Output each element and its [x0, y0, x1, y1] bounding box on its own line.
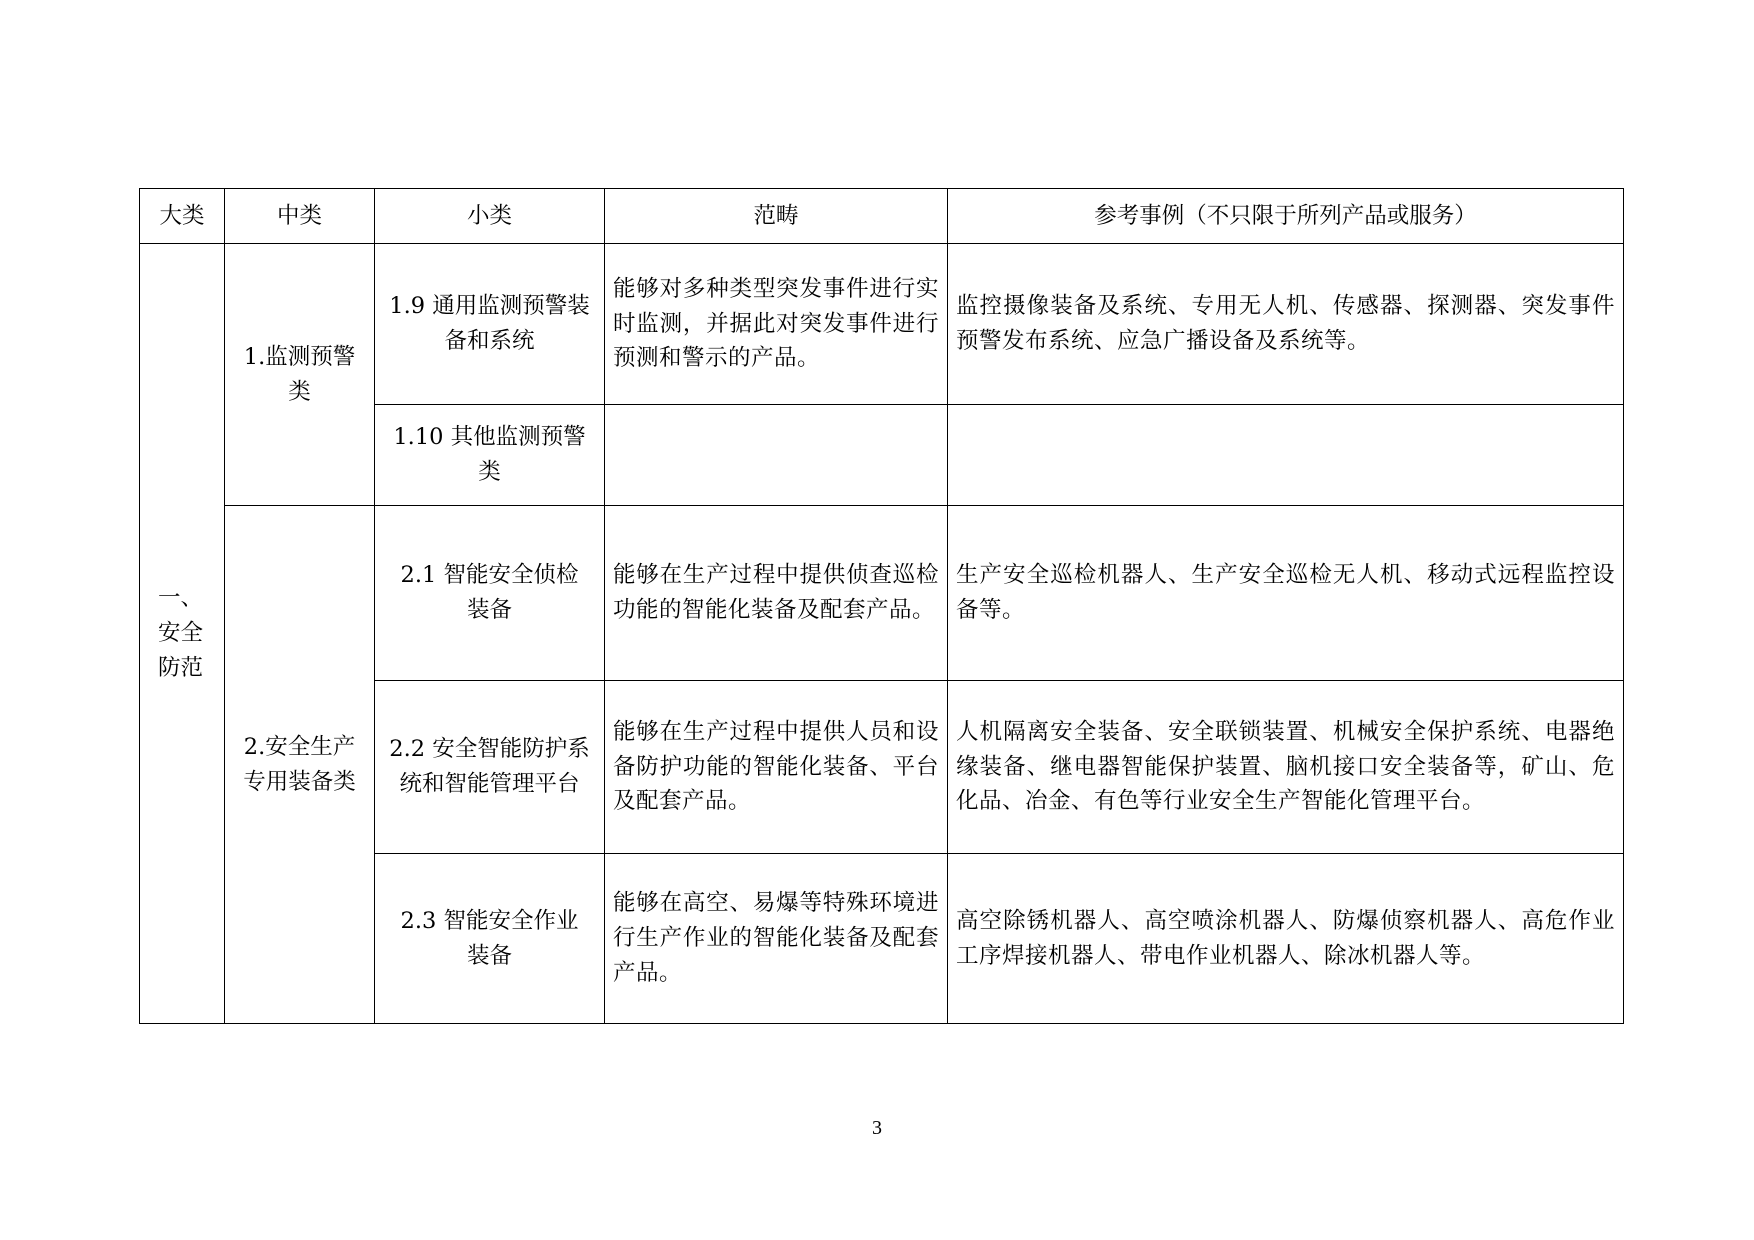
major-category-cell — [140, 244, 225, 1024]
examples-cell: 人机隔离安全装备、安全联锁装置、机械安全保护系统、电器绝缘装备、继电器智能保护装置、脑机接口安全装备等，矿山、危化品、冶金、有色等行业安全生产智能化管理平台。 — [948, 681, 1624, 854]
examples-cell: 监控摄像装备及系统、专用无人机、传感器、探测器、突发事件预警发布系统、应急广播设备及系统等。 — [948, 244, 1624, 405]
header-row — [140, 189, 1624, 244]
mid-category-cell — [225, 244, 375, 506]
sub-category: 2.2 安全智能防护系统和智能管理平台 — [375, 681, 605, 854]
scope-cell: 能够在高空、易爆等特殊环境进行生产作业的智能化装备及配套产品。 — [605, 854, 948, 1024]
category-table — [139, 188, 1624, 1024]
mid-category: 2.安全生产专用装备类 — [243, 733, 356, 795]
page-number: 3 — [872, 1117, 882, 1139]
sub-category: 2.3 智能安全作业装备 — [375, 854, 605, 1024]
header-examples: 参考事例（不只限于所列产品或服务） — [948, 189, 1624, 244]
examples-cell: 高空除锈机器人、高空喷涂机器人、防爆侦察机器人、高危作业工序焊接机器人、带电作业机器人、除冰机器人等。 — [948, 854, 1624, 1024]
examples-cell — [948, 405, 1624, 506]
scope-cell: 能够对多种类型突发事件进行实时监测，并据此对突发事件进行预测和警示的产品。 — [605, 244, 948, 405]
sub-category: 1.10 其他监测预警类 — [375, 405, 605, 506]
mid-category: 1.监测预警类 — [243, 343, 356, 405]
header-major: 大类 — [140, 189, 225, 244]
table-row — [140, 506, 1624, 681]
examples-cell: 生产安全巡检机器人、生产安全巡检无人机、移动式远程监控设备等。 — [948, 506, 1624, 681]
scope-cell — [605, 405, 948, 506]
mid-category-cell — [225, 506, 375, 1024]
scope-cell: 能够在生产过程中提供侦查巡检功能的智能化装备及配套产品。 — [605, 506, 948, 681]
sub-category: 2.1 智能安全侦检装备 — [375, 506, 605, 681]
header-mid: 中类 — [225, 189, 375, 244]
scope-cell: 能够在生产过程中提供人员和设备防护功能的智能化装备、平台及配套产品。 — [605, 681, 948, 854]
sub-category: 1.9 通用监测预警装备和系统 — [375, 244, 605, 405]
table-row — [140, 244, 1624, 405]
header-scope: 范畴 — [605, 189, 948, 244]
major-category: 一、安全防范 — [158, 585, 204, 681]
header-sub: 小类 — [375, 189, 605, 244]
